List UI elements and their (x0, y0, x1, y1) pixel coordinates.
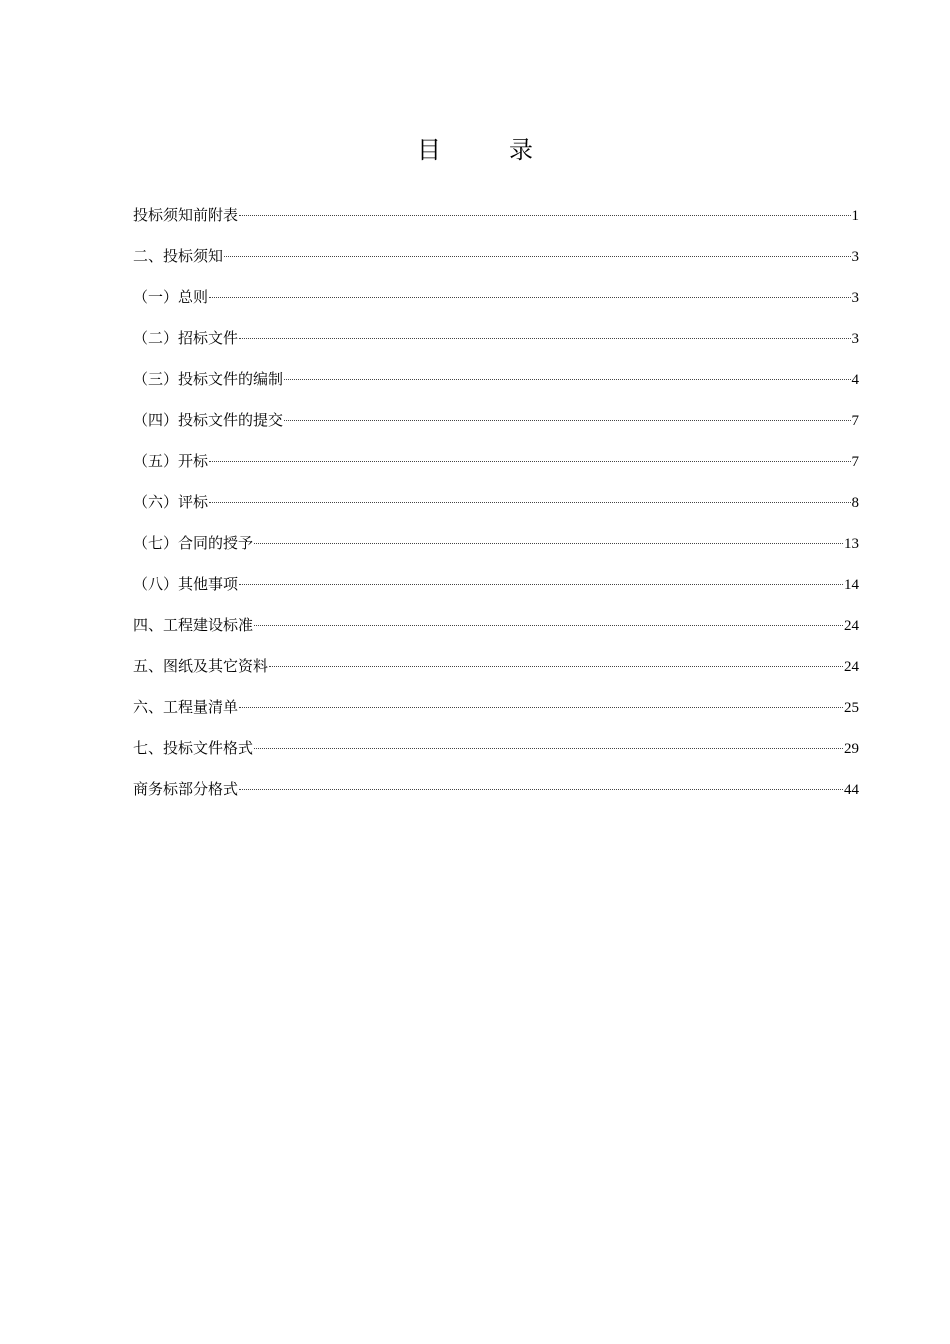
toc-entry[interactable] (133, 487, 859, 528)
toc-page-number: 7 (851, 454, 859, 470)
toc-entry[interactable] (133, 200, 859, 241)
toc-page-number: 25 (844, 700, 859, 716)
toc-entry-label: 六、工程量清单 (133, 698, 239, 716)
table-of-contents (133, 200, 859, 815)
toc-page-number: 3 (851, 290, 859, 306)
toc-entry[interactable] (133, 774, 859, 815)
toc-entry-label: （三）投标文件的编制 (133, 370, 284, 388)
toc-dot-leader (209, 461, 850, 462)
toc-dot-leader (239, 707, 843, 708)
toc-dot-leader (284, 420, 850, 421)
toc-page-number: 1 (851, 208, 859, 224)
toc-entry-label: （二）招标文件 (133, 329, 239, 347)
toc-dot-leader (209, 297, 850, 298)
toc-dot-leader (239, 789, 843, 790)
toc-dot-leader (254, 625, 843, 626)
toc-entry-label: 商务标部分格式 (133, 780, 239, 798)
toc-entry-label: 四、工程建设标准 (133, 616, 254, 634)
toc-entry[interactable] (133, 364, 859, 405)
toc-page-number: 4 (851, 372, 859, 388)
toc-entry[interactable] (133, 569, 859, 610)
toc-page-number: 7 (851, 413, 859, 429)
toc-entry[interactable] (133, 241, 859, 282)
toc-dot-leader (239, 584, 843, 585)
toc-dot-leader (269, 666, 843, 667)
toc-entry-label: 投标须知前附表 (133, 206, 239, 224)
toc-page-number: 24 (844, 659, 859, 675)
toc-page-number: 3 (851, 331, 859, 347)
toc-entry-label: （一）总则 (133, 288, 209, 306)
toc-entry-label: （四）投标文件的提交 (133, 411, 284, 429)
toc-entry[interactable] (133, 692, 859, 733)
toc-entry-label: 七、投标文件格式 (133, 739, 254, 757)
toc-entry-label: 五、图纸及其它资料 (133, 657, 269, 675)
toc-page-number: 24 (844, 618, 859, 634)
toc-page-number: 44 (844, 782, 859, 798)
toc-entry-label: 二、投标须知 (133, 247, 224, 265)
toc-entry-label: （六）评标 (133, 493, 209, 511)
toc-page-number: 3 (851, 249, 859, 265)
toc-entry[interactable] (133, 282, 859, 323)
toc-entry[interactable] (133, 528, 859, 569)
toc-entry[interactable] (133, 323, 859, 364)
toc-page-number: 29 (844, 741, 859, 757)
toc-entry[interactable] (133, 610, 859, 651)
toc-page-number: 13 (844, 536, 859, 552)
toc-dot-leader (254, 543, 843, 544)
toc-page-number: 8 (851, 495, 859, 511)
toc-dot-leader (239, 215, 850, 216)
toc-entry[interactable] (133, 651, 859, 692)
toc-entry-label: （七）合同的授予 (133, 534, 254, 552)
toc-dot-leader (239, 338, 850, 339)
toc-entry-label: （八）其他事项 (133, 575, 239, 593)
toc-entry[interactable] (133, 733, 859, 774)
page-title: 目 录 (417, 136, 555, 164)
toc-dot-leader (284, 379, 850, 380)
toc-page-number: 14 (844, 577, 859, 593)
toc-dot-leader (209, 502, 850, 503)
toc-entry[interactable] (133, 405, 859, 446)
toc-entry[interactable] (133, 446, 859, 487)
toc-dot-leader (254, 748, 843, 749)
toc-entry-label: （五）开标 (133, 452, 209, 470)
toc-dot-leader (224, 256, 850, 257)
